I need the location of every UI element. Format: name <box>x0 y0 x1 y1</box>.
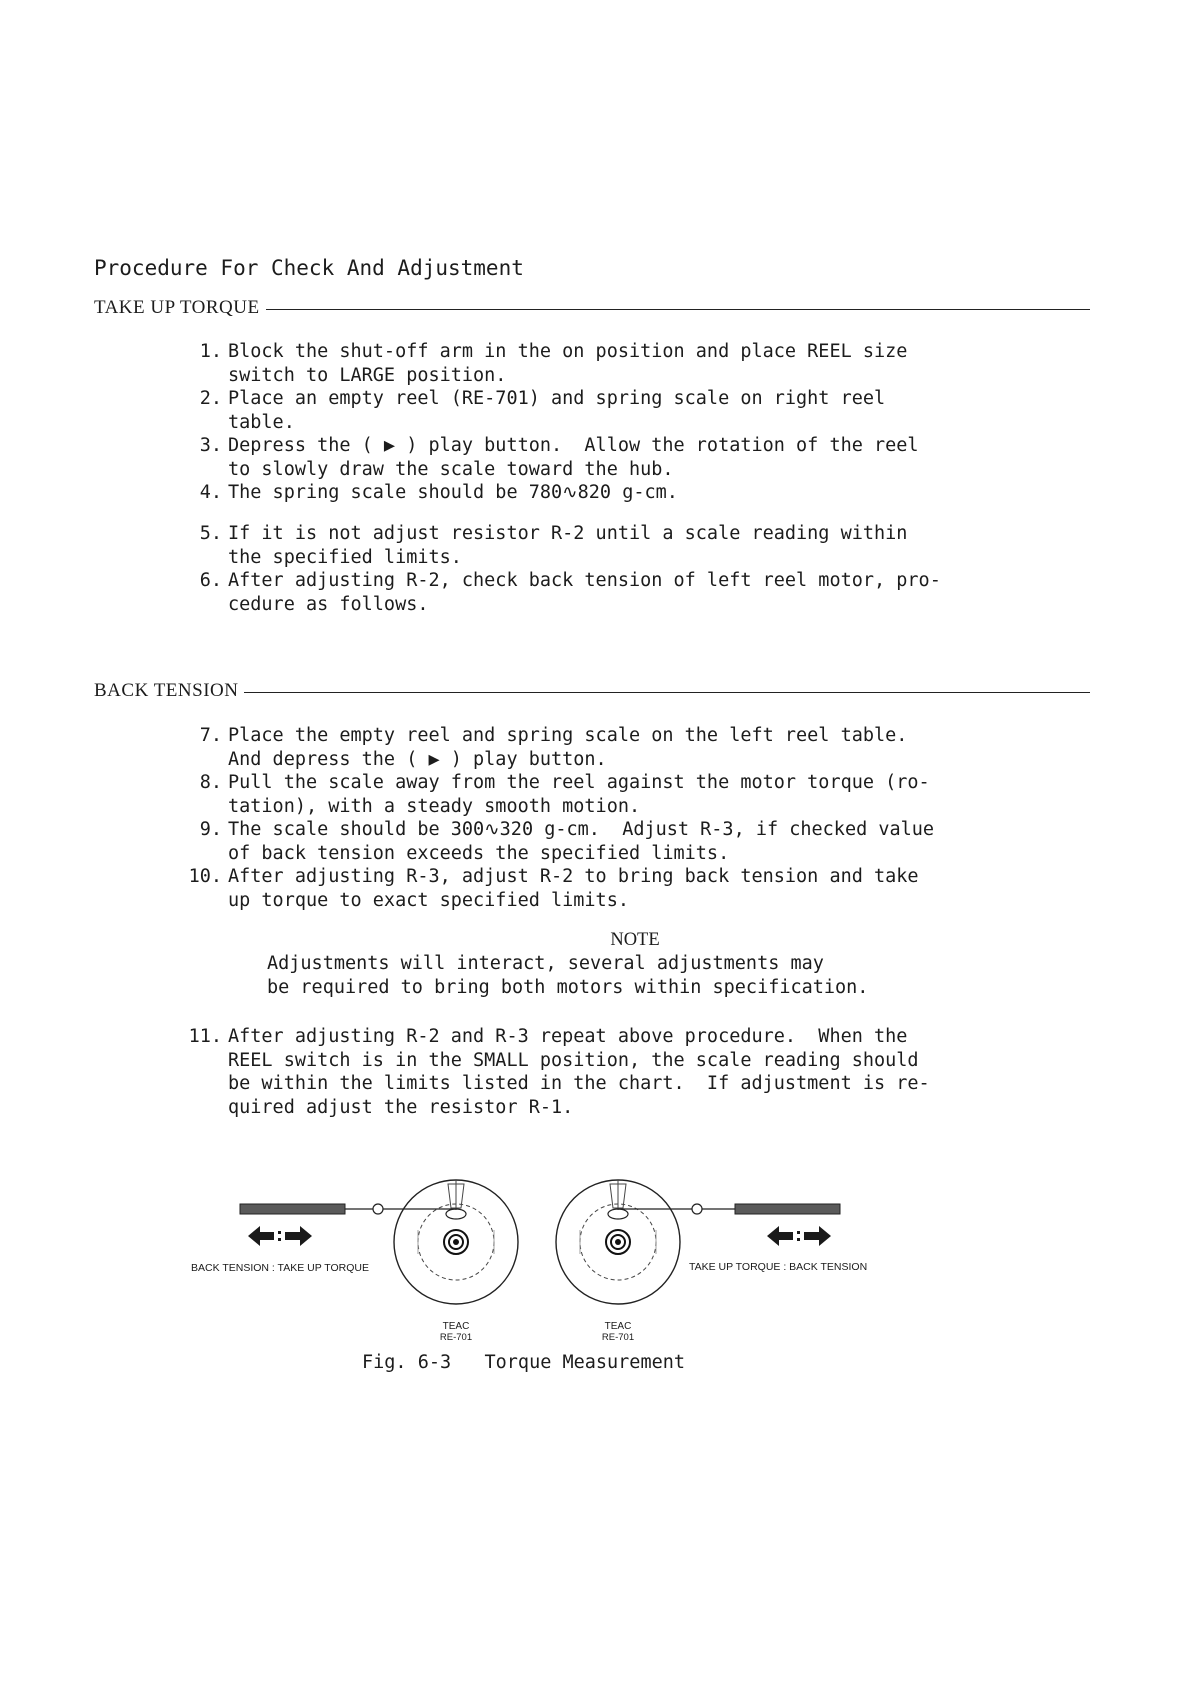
step-5 <box>160 522 1010 569</box>
step-number: 4. <box>199 482 222 503</box>
step-6 <box>160 569 1010 616</box>
reel-brand-right: TEAC <box>604 1321 632 1332</box>
right-figure-label: TAKE UP TORQUE : BACK TENSION <box>689 1261 868 1273</box>
step-text: Place an empty reel (RE-701) and spring scale on right reel table. <box>228 388 886 433</box>
step-2 <box>160 387 1010 434</box>
reel-brand-left: TEAC <box>442 1321 470 1332</box>
step-text: After adjusting R-2, check back tension of left reel motor, pro- cedure as follows. <box>228 570 941 615</box>
step-3 <box>160 434 1010 481</box>
step-number: 3. <box>199 435 222 456</box>
reel-model-right: RE-701 <box>601 1332 635 1343</box>
direction-arrows-left-icon <box>248 1226 312 1246</box>
take-up-torque-steps <box>160 340 1010 505</box>
section-label: TAKE UP TORQUE <box>94 297 260 318</box>
back-tension-steps <box>160 724 1010 912</box>
step-number: 7. <box>199 725 222 746</box>
step-number: 11. <box>188 1026 222 1047</box>
step-8 <box>160 771 1010 818</box>
reel-left <box>394 1180 518 1304</box>
step-7 <box>160 724 1010 771</box>
step-4 <box>160 481 1010 505</box>
take-up-torque-steps-cont <box>160 522 1010 616</box>
direction-arrows-right-icon <box>767 1226 831 1246</box>
note-heading: NOTE <box>610 930 660 950</box>
left-figure-label: BACK TENSION : TAKE UP TORQUE <box>191 1262 369 1274</box>
section-rule <box>266 309 1090 310</box>
spring-scale-right <box>735 1204 840 1214</box>
step-number: 2. <box>199 388 222 409</box>
step-number: 6. <box>199 570 222 591</box>
section-rule <box>244 692 1090 693</box>
step-text: Block the shut-off arm in the on position and place REEL size switch to LARGE position. <box>228 341 908 386</box>
step-text: Pull the scale away from the reel against the motor torque (ro- tation), with a steady smooth motion. <box>228 772 930 817</box>
reel-model-left: RE-701 <box>439 1332 473 1343</box>
step-text: After adjusting R-3, adjust R-2 to bring back tension and take up torque to exact specified limits. <box>228 866 919 911</box>
step-9 <box>160 818 1010 865</box>
step-number: 8. <box>199 772 222 793</box>
step-number: 9. <box>199 819 222 840</box>
step-text: Place the empty reel and spring scale on the left reel table. And depress the ( ▶ ) play button. <box>228 725 908 770</box>
step-number: 10. <box>188 866 222 887</box>
torque-measurement-figure <box>180 1170 900 1345</box>
spring-scale-left <box>240 1204 345 1214</box>
final-step <box>160 1025 1010 1119</box>
section-label: BACK TENSION <box>94 680 239 701</box>
step-text: The scale should be 300∿320 g-cm. Adjust R-3, if checked value of back tension exceeds the specified limits. <box>228 819 935 864</box>
step-text: Depress the ( ▶ ) play button. Allow the rotation of the reel to slowly draw the scale toward the hub. <box>228 435 919 480</box>
step-11 <box>160 1025 1010 1119</box>
step-text: The spring scale should be 780∿820 g-cm. <box>228 482 678 503</box>
reel-right <box>556 1180 680 1304</box>
page-title: Procedure For Check And Adjustment <box>94 256 524 280</box>
step-number: 5. <box>199 523 222 544</box>
section-header-take-up-torque <box>94 296 1090 320</box>
step-1 <box>160 340 1010 387</box>
note-body: Adjustments will interact, several adjustments may be required to bring both motors within specification. <box>267 953 869 998</box>
section-header-back-tension <box>94 679 1090 703</box>
step-10 <box>160 865 1010 912</box>
step-text: After adjusting R-2 and R-3 repeat above procedure. When the REEL switch is in the SMALL position, the scale reading should be within the limits listed in the chart. If adjustment is re- quired adjust the resistor R-1. <box>228 1026 930 1118</box>
figure-caption: Fig. 6-3 Torque Measurement <box>362 1352 686 1373</box>
step-number: 1. <box>199 341 222 362</box>
step-text: If it is not adjust resistor R-2 until a scale reading within the specified limits. <box>228 523 908 568</box>
